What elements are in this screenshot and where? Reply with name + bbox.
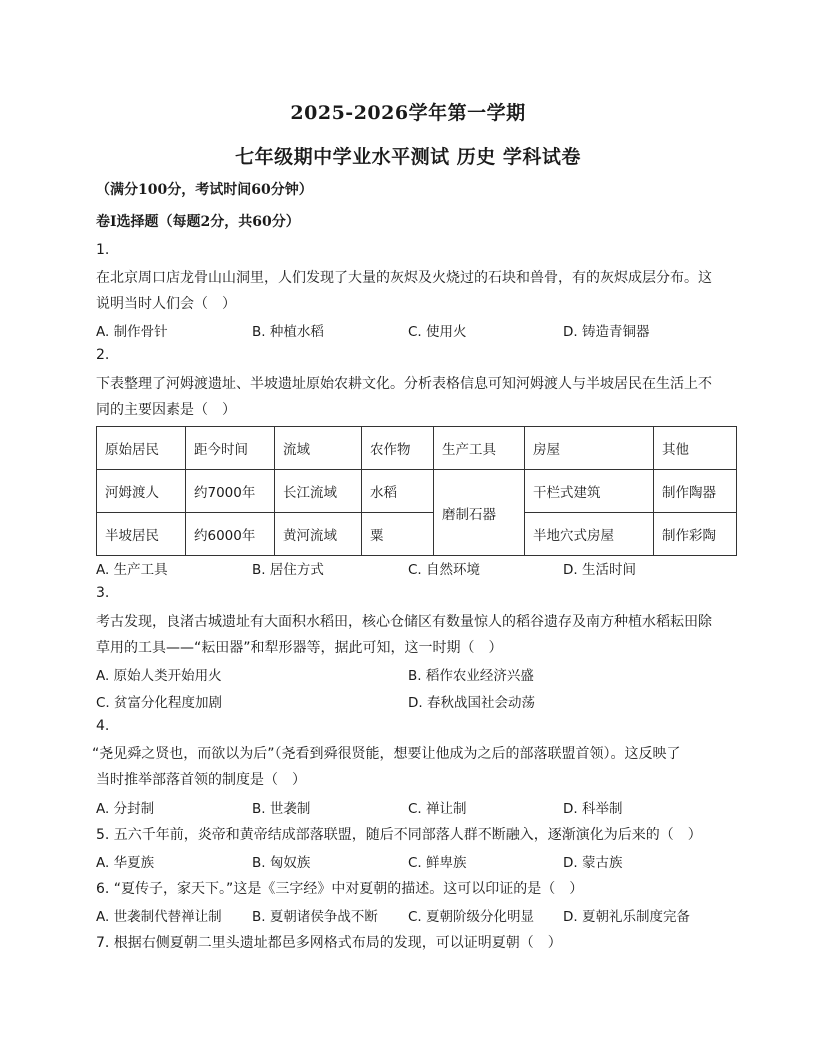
exam-note: （满分100分，考试时间60分钟） xyxy=(96,182,313,198)
question-2-option-d: D. 生活时间 xyxy=(563,562,636,578)
question-1-option-a: A. 制作骨针 xyxy=(96,324,168,340)
question-3-number: 3. xyxy=(96,585,110,601)
question-2-option-c: C. 自然环境 xyxy=(408,562,481,578)
table-cell: 长江流域 xyxy=(275,470,362,513)
table-cell: 制作彩陶 xyxy=(654,513,737,556)
question-6-option-a: A. 世袭制代替禅让制 xyxy=(96,909,222,925)
question-4-option-d: D. 科举制 xyxy=(563,801,623,817)
table-cell: 制作陶器 xyxy=(654,470,737,513)
question-4-stem-line1: “尧见舜之贤也，而欲以为后”（尧看到舜很贤能，想要让他成为之后的部落联盟首领）。这反映了 xyxy=(92,746,681,762)
table-cell-merged: 磨制石器 xyxy=(434,470,525,556)
question-2-number: 2. xyxy=(96,347,110,363)
table-header-cell: 其他 xyxy=(654,427,737,470)
table-header-cell: 流域 xyxy=(275,427,362,470)
table-header-cell: 房屋 xyxy=(525,427,654,470)
question-6-option-b: B. 夏朝诸侯争战不断 xyxy=(252,909,378,925)
question-1-option-c: C. 使用火 xyxy=(408,324,467,340)
table-header-cell: 距今时间 xyxy=(186,427,275,470)
question-5-option-a: A. 华夏族 xyxy=(96,855,155,871)
question-4-option-a: A. 分封制 xyxy=(96,801,155,817)
question-1-option-d: D. 铸造青铜器 xyxy=(563,324,650,340)
table-cell: 干栏式建筑 xyxy=(525,470,654,513)
question-1-stem-line2: 说明当时人们会（ ） xyxy=(96,296,236,312)
table-cell: 黄河流域 xyxy=(275,513,362,556)
table-header-cell: 生产工具 xyxy=(434,427,525,470)
table-header-row xyxy=(97,427,737,470)
exam-title-line2: 七年级期中学业水平测试 历史 学科试卷 xyxy=(235,146,581,168)
question-4-number: 4. xyxy=(96,718,110,734)
table-header-cell: 原始居民 xyxy=(97,427,186,470)
question-2-stem-line1: 下表整理了河姆渡遗址、半坡遗址原始农耕文化。分析表格信息可知河姆渡人与半坡居民在生活上不 xyxy=(96,376,712,392)
table-cell: 约7000年 xyxy=(186,470,275,513)
question-7-stem: 7. 根据右侧夏朝二里头遗址都邑多网格式布局的发现，可以证明夏朝（ ） xyxy=(96,935,562,951)
table-cell: 粟 xyxy=(362,513,434,556)
table-cell: 约6000年 xyxy=(186,513,275,556)
question-4-stem-line2: 当时推举部落首领的制度是（ ） xyxy=(96,772,306,788)
question-5-stem: 5. 五六千年前，炎帝和黄帝结成部落联盟，随后不同部落人群不断融入，逐渐演化为后来的（ ） xyxy=(96,827,702,843)
question-3-option-c: C. 贫富分化程度加剧 xyxy=(96,695,223,711)
question-4-option-c: C. 禅让制 xyxy=(408,801,467,817)
question-3-option-d: D. 春秋战国社会动荡 xyxy=(408,695,535,711)
table-header-cell: 农作物 xyxy=(362,427,434,470)
table-row xyxy=(97,513,737,556)
question-6-option-d: D. 夏朝礼乐制度完备 xyxy=(563,909,690,925)
table-cell: 半坡居民 xyxy=(97,513,186,556)
question-5-option-b: B. 匈奴族 xyxy=(252,855,311,871)
table-row xyxy=(97,470,737,513)
table-cell: 半地穴式房屋 xyxy=(525,513,654,556)
question-5-option-d: D. 蒙古族 xyxy=(563,855,623,871)
table-cell: 河姆渡人 xyxy=(97,470,186,513)
question-2-option-a: A. 生产工具 xyxy=(96,562,168,578)
table-cell: 水稻 xyxy=(362,470,434,513)
question-3-option-a: A. 原始人类开始用火 xyxy=(96,668,222,684)
question-3-stem-line2: 草用的工具——“耘田器”和犁形器等，据此可知，这一时期（ ） xyxy=(96,640,503,656)
question-6-option-c: C. 夏朝阶级分化明显 xyxy=(408,909,535,925)
exam-title-line1: 2025-2026学年第一学期 xyxy=(290,102,526,124)
question-6-stem: 6. “夏传子，家天下。”这是《三字经》中对夏朝的描述。这可以印证的是（ ） xyxy=(96,881,584,897)
section-heading: 卷Ⅰ选择题（每题2分，共60分） xyxy=(96,214,300,230)
question-3-option-b: B. 稻作农业经济兴盛 xyxy=(408,668,534,684)
question-5-option-c: C. 鲜卑族 xyxy=(408,855,467,871)
culture-table xyxy=(96,426,737,556)
question-3-stem-line1: 考古发现，良渚古城遗址有大面积水稻田，核心仓储区有数量惊人的稻谷遗存及南方种植水稻耘田除 xyxy=(96,614,712,630)
question-2-stem-line2: 同的主要因素是（ ） xyxy=(96,402,236,418)
question-1-stem-line1: 在北京周口店龙骨山山洞里，人们发现了大量的灰烬及火烧过的石块和兽骨，有的灰烬成层分布。这 xyxy=(96,270,712,286)
question-2-option-b: B. 居住方式 xyxy=(252,562,324,578)
question-4-option-b: B. 世袭制 xyxy=(252,801,311,817)
question-1-number: 1. xyxy=(96,242,110,258)
question-1-option-b: B. 种植水稻 xyxy=(252,324,324,340)
